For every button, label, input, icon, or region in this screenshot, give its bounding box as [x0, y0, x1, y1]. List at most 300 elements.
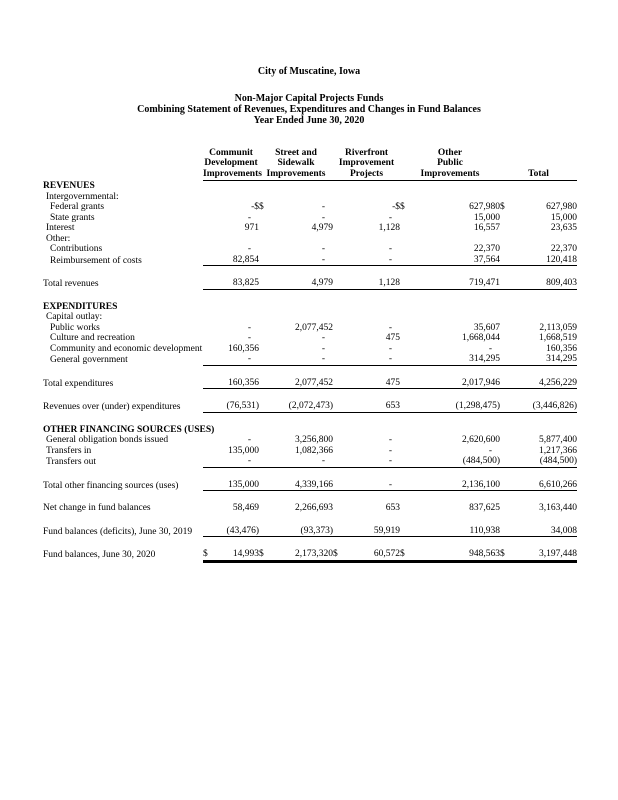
amount-value: 809,403 [546, 278, 577, 288]
amount-cell [203, 378, 259, 390]
table-row [40, 234, 577, 245]
amount-cell [259, 354, 333, 366]
amount-value: 2,077,452 [295, 377, 333, 388]
amount-cell [400, 354, 500, 366]
amount [259, 549, 333, 561]
amount-cell [400, 378, 500, 390]
amount-value: 948,563 [469, 549, 500, 559]
amount-cell [500, 549, 577, 561]
amount [400, 526, 500, 538]
amount-value: 23,635 [550, 223, 577, 233]
row-spacer [40, 468, 577, 480]
organization-title: City of Muscatine, Iowa [257, 66, 361, 77]
amount [400, 244, 500, 255]
amount-value: (93,373) [300, 525, 333, 536]
amount [259, 333, 333, 344]
table-row [40, 446, 577, 457]
dollar-sign: $ [259, 202, 264, 212]
amount [500, 354, 577, 366]
amount-cell [259, 223, 333, 234]
amount-value: - [321, 333, 325, 343]
amount [259, 480, 333, 492]
amount-value: - [388, 322, 392, 333]
amount-value: - [247, 322, 251, 333]
column-header-community-development-improvements [203, 147, 262, 181]
row-label-cell [40, 549, 203, 561]
amount [203, 435, 259, 446]
amount-value: - [388, 244, 392, 254]
amount [400, 378, 500, 390]
amount-value: 1,128 [378, 223, 400, 233]
table-row [40, 401, 577, 413]
amount-value: 2,113,059 [539, 322, 577, 333]
row-spacer-cell [40, 266, 577, 278]
table-row [40, 456, 577, 468]
column-header-line: Public [437, 158, 463, 169]
row-label-cell [40, 526, 203, 538]
amount [333, 549, 400, 561]
amount-value: - [321, 254, 325, 265]
row-label: Transfers out [46, 457, 97, 467]
amount-value: - [388, 456, 392, 466]
row-spacer [40, 290, 577, 302]
row-label-cell [40, 503, 203, 514]
amount-value: - [321, 244, 325, 254]
amount [400, 223, 500, 234]
amount-value: - [388, 343, 392, 354]
row-label-cell [40, 192, 203, 203]
amount-value: 837,625 [469, 503, 500, 513]
amount-value: 2,620,600 [462, 435, 500, 445]
amount-cell [259, 344, 333, 355]
amount-cell [259, 503, 333, 514]
amount [259, 344, 333, 355]
amount-value: - [247, 212, 251, 223]
dollar-sign: $ [333, 549, 338, 559]
amount-value: 1,668,044 [462, 333, 500, 343]
amount [333, 480, 400, 492]
dollar-sign: $ [203, 549, 208, 559]
row-spacer [40, 491, 577, 503]
amount-value: 1,082,366 [295, 445, 333, 456]
amount-cell [500, 255, 577, 267]
row-label-cell [40, 223, 203, 234]
amount [259, 456, 333, 468]
amount-value: (2,072,473) [288, 401, 333, 411]
amount-value: 83,825 [232, 278, 259, 288]
amount-cell [259, 526, 333, 538]
amount-cell [203, 401, 259, 413]
amount-cell [500, 202, 577, 213]
amount-cell [259, 456, 333, 468]
amount [333, 244, 400, 255]
table-row [40, 192, 577, 203]
row-label: Fund balances, June 30, 2020 [43, 550, 156, 560]
amount [500, 378, 577, 390]
amount-value: 160,356 [546, 343, 577, 354]
amount-cell [400, 255, 500, 267]
amount-cell [203, 435, 259, 446]
row-label-cell [40, 401, 203, 413]
column-header-line: Other [437, 147, 463, 158]
row-label-cell [40, 354, 203, 366]
amount [203, 202, 259, 213]
amount-cell [203, 549, 259, 561]
table-row [40, 312, 577, 323]
row-spacer [40, 514, 577, 526]
amount-value: 4,339,166 [295, 479, 333, 490]
amount-cell [400, 213, 500, 224]
amount-value: 2,136,100 [462, 479, 500, 490]
amount-cell [500, 480, 577, 492]
amount-cell [500, 323, 577, 334]
amount-value: 3,197,448 [539, 549, 577, 559]
amount [259, 202, 333, 213]
amount [203, 278, 259, 290]
amount-value: (484,500) [539, 456, 577, 466]
table-row [40, 480, 577, 492]
row-label-cell [40, 378, 203, 390]
amount-value: 34,008 [550, 525, 577, 536]
amount-value: 1,217,366 [539, 445, 577, 456]
amount-cell [333, 526, 400, 538]
empty-cells [203, 181, 577, 192]
amount [500, 255, 577, 267]
amount [400, 480, 500, 492]
amount-value: 971 [244, 223, 259, 233]
amount-cell [203, 223, 259, 234]
amount-cell [333, 446, 400, 457]
financial-statement-table [40, 147, 577, 561]
fund-group-title: Non-Major Capital Projects Funds [234, 93, 384, 104]
amount-value: 22,370 [473, 244, 500, 254]
amount-cell [400, 344, 500, 355]
amount [203, 446, 259, 457]
row-spacer-cell [40, 514, 577, 526]
row-label-cell [40, 244, 203, 255]
row-label-cell [40, 278, 203, 290]
row-label: General obligation bonds issued [46, 435, 169, 445]
amount-cell [400, 202, 500, 213]
column-header-line: Total [528, 168, 549, 179]
column-header-text [203, 147, 262, 181]
row-spacer-cell [40, 537, 577, 549]
amount-cell [259, 323, 333, 334]
table-row [40, 278, 577, 290]
amount [203, 333, 259, 344]
amount-cell [203, 344, 259, 355]
amount-cell [203, 202, 259, 213]
amount [333, 456, 400, 468]
amount-value: 5,877,400 [539, 435, 577, 445]
amount-cell [500, 244, 577, 255]
amount [500, 202, 577, 213]
amount [333, 213, 400, 224]
column-header-line: Development [204, 158, 258, 169]
amount-value: 22,370 [550, 244, 577, 254]
amount-value: 653 [385, 503, 400, 513]
amount-cell [400, 333, 500, 344]
amount-value: - [388, 254, 392, 265]
row-label: Fund balances (deficits), June 30, 2019 [43, 526, 193, 537]
row-label: Community and economic development [50, 343, 203, 354]
amount [259, 378, 333, 390]
column-header-line: Improvements [203, 168, 262, 179]
amount-value: - [388, 445, 392, 456]
amount-value: - [388, 435, 392, 445]
amount [203, 354, 259, 366]
amount-value: (43,476) [226, 525, 259, 536]
empty-cells [203, 312, 577, 323]
amount-value: 627,980 [469, 202, 500, 212]
row-label: State grants [50, 212, 95, 223]
amount [203, 378, 259, 390]
row-spacer-cell [40, 366, 577, 378]
amount [203, 223, 259, 234]
column-header-row [40, 147, 577, 181]
amount-value: - [247, 354, 251, 364]
amount-value: - [488, 343, 492, 354]
amount-value: 110,938 [469, 525, 500, 536]
row-label: OTHER FINANCING SOURCES (USES) [43, 424, 215, 435]
amount-cell [259, 333, 333, 344]
amount-value: 4,979 [311, 278, 333, 288]
table-row [40, 202, 577, 213]
amount-value: 135,000 [228, 479, 259, 490]
empty-cells [203, 234, 577, 245]
amount-cell [259, 401, 333, 413]
amount [333, 255, 400, 267]
amount-value: 82,854 [232, 254, 259, 265]
amount [500, 278, 577, 290]
amount-value: (76,531) [226, 401, 259, 411]
section-row [40, 425, 577, 436]
amount [400, 456, 500, 468]
row-spacer [40, 389, 577, 401]
amount [203, 213, 259, 224]
amount [500, 213, 577, 224]
amount [259, 354, 333, 366]
amount-cell [500, 456, 577, 468]
amount-value: 1,128 [378, 278, 400, 288]
amount-value: 6,610,266 [539, 479, 577, 490]
amount [203, 503, 259, 514]
amount [203, 480, 259, 492]
row-label-cell [40, 255, 203, 267]
amount-value: -$ [251, 202, 259, 212]
amount-cell [333, 435, 400, 446]
amount-cell [333, 354, 400, 366]
amount [333, 223, 400, 234]
amount-value: -$ [392, 202, 400, 212]
amount [400, 354, 500, 366]
row-spacer [40, 366, 577, 378]
amount-value: 160,356 [228, 377, 259, 388]
row-label: Public works [50, 322, 100, 333]
row-label-header [40, 147, 203, 181]
amount-value: 4,979 [311, 223, 333, 233]
row-label: Intergovernmental: [46, 191, 119, 202]
amount-cell [500, 278, 577, 290]
amount [333, 401, 400, 413]
amount-value: - [388, 354, 392, 364]
amount-cell [500, 435, 577, 446]
amount [400, 333, 500, 344]
amount-cell [333, 202, 400, 213]
amount [203, 244, 259, 255]
amount-value: 60,572 [373, 549, 400, 559]
row-label-cell [40, 456, 203, 468]
amount-cell [259, 446, 333, 457]
amount-value: 314,295 [546, 354, 577, 364]
row-label-cell [40, 424, 215, 436]
amount [500, 480, 577, 492]
amount-cell [333, 401, 400, 413]
row-label: Transfers in [46, 445, 92, 456]
amount-value: 719,471 [469, 278, 500, 288]
amount-cell [400, 480, 500, 492]
table-row [40, 213, 577, 224]
amount [259, 278, 333, 290]
amount-cell [259, 213, 333, 224]
column-header-street-and-sidewalk-improvements [259, 147, 333, 181]
row-spacer-cell [40, 491, 577, 503]
row-label: REVENUES [43, 181, 95, 191]
amount-cell [259, 378, 333, 390]
column-header-text [259, 147, 333, 181]
amount [203, 456, 259, 468]
amount [333, 333, 400, 344]
column-header-text [333, 147, 400, 181]
amount-cell [500, 354, 577, 366]
amount [500, 446, 577, 457]
table-row [40, 244, 577, 255]
row-label: Federal grants [50, 202, 105, 212]
amount-value: - [321, 456, 325, 466]
amount-cell [203, 354, 259, 366]
row-label-cell [40, 344, 203, 355]
table-row [40, 354, 577, 366]
row-label: Net change in fund balances [43, 503, 151, 513]
dollar-sign: $ [400, 202, 405, 212]
row-label: Contributions [50, 244, 103, 254]
amount-value: - [247, 333, 251, 343]
amount-cell [500, 401, 577, 413]
table-row [40, 333, 577, 344]
column-header-total [500, 147, 577, 181]
amount-cell [259, 202, 333, 213]
amount [400, 344, 500, 355]
amount [333, 378, 400, 390]
amount-value: - [321, 212, 325, 223]
amount-value: 15,000 [473, 212, 500, 223]
amount [259, 401, 333, 413]
amount-value: - [321, 343, 325, 354]
row-label: Reimbursement of costs [50, 255, 142, 266]
column-header-line: Improvements [266, 168, 326, 179]
amount-cell [333, 244, 400, 255]
amount-value: 135,000 [228, 445, 259, 456]
amount [400, 202, 500, 213]
row-label-cell [40, 202, 203, 213]
amount [400, 255, 500, 267]
row-label: Culture and recreation [50, 333, 135, 343]
table-row [40, 526, 577, 538]
amount-value: - [388, 479, 392, 490]
amount-value: 3,163,440 [539, 503, 577, 513]
row-spacer-cell [40, 468, 577, 480]
amount-value: 160,356 [228, 343, 259, 354]
table-row [40, 323, 577, 334]
dollar-sign: $ [500, 549, 505, 559]
amount-value: 59,919 [373, 525, 400, 536]
amount [259, 244, 333, 255]
amount-value: (1,298,475) [455, 401, 500, 411]
column-header-text [400, 147, 500, 181]
amount-value: 2,077,452 [295, 322, 333, 333]
amount-value: 2,017,946 [462, 377, 500, 388]
column-header-other-public-improvements [400, 147, 500, 181]
amount [400, 401, 500, 413]
amount-cell [400, 278, 500, 290]
amount [333, 435, 400, 446]
amount-cell [400, 435, 500, 446]
amount [500, 323, 577, 334]
table-row [40, 223, 577, 234]
amount-value: - [321, 202, 325, 212]
amount [259, 526, 333, 538]
amount-cell [500, 526, 577, 538]
amount [400, 503, 500, 514]
amount-cell [400, 456, 500, 468]
amount-value: - [388, 212, 392, 223]
amount-cell [333, 549, 400, 561]
row-label-cell [40, 181, 203, 192]
amount [259, 503, 333, 514]
row-label: Capital outlay: [46, 312, 103, 322]
amount-cell [333, 323, 400, 334]
amount-cell [500, 333, 577, 344]
period-title: Year Ended June 30, 2020 [253, 115, 365, 126]
amount-cell [400, 323, 500, 334]
amount-cell [500, 378, 577, 390]
amount-value: 475 [385, 333, 400, 343]
row-label: Revenues over (under) expenditures [43, 402, 181, 412]
amount-cell [400, 549, 500, 561]
table-row [40, 255, 577, 267]
amount [333, 202, 400, 213]
amount-cell [203, 446, 259, 457]
dollar-sign: $ [259, 549, 264, 559]
amount-cell [203, 244, 259, 255]
row-label-cell [40, 480, 203, 492]
amount-value: - [488, 445, 492, 456]
row-spacer [40, 537, 577, 549]
statement-rows [40, 181, 577, 561]
amount [400, 435, 500, 446]
column-header-text [500, 147, 577, 181]
amount-cell [203, 503, 259, 514]
amount-cell [333, 503, 400, 514]
table-row [40, 344, 577, 355]
empty-cells [203, 302, 577, 313]
amount-cell [400, 503, 500, 514]
amount-value: - [247, 244, 251, 254]
amount [333, 503, 400, 514]
amount-cell [259, 244, 333, 255]
column-header-line: Street and [275, 147, 317, 158]
amount-cell [259, 255, 333, 267]
